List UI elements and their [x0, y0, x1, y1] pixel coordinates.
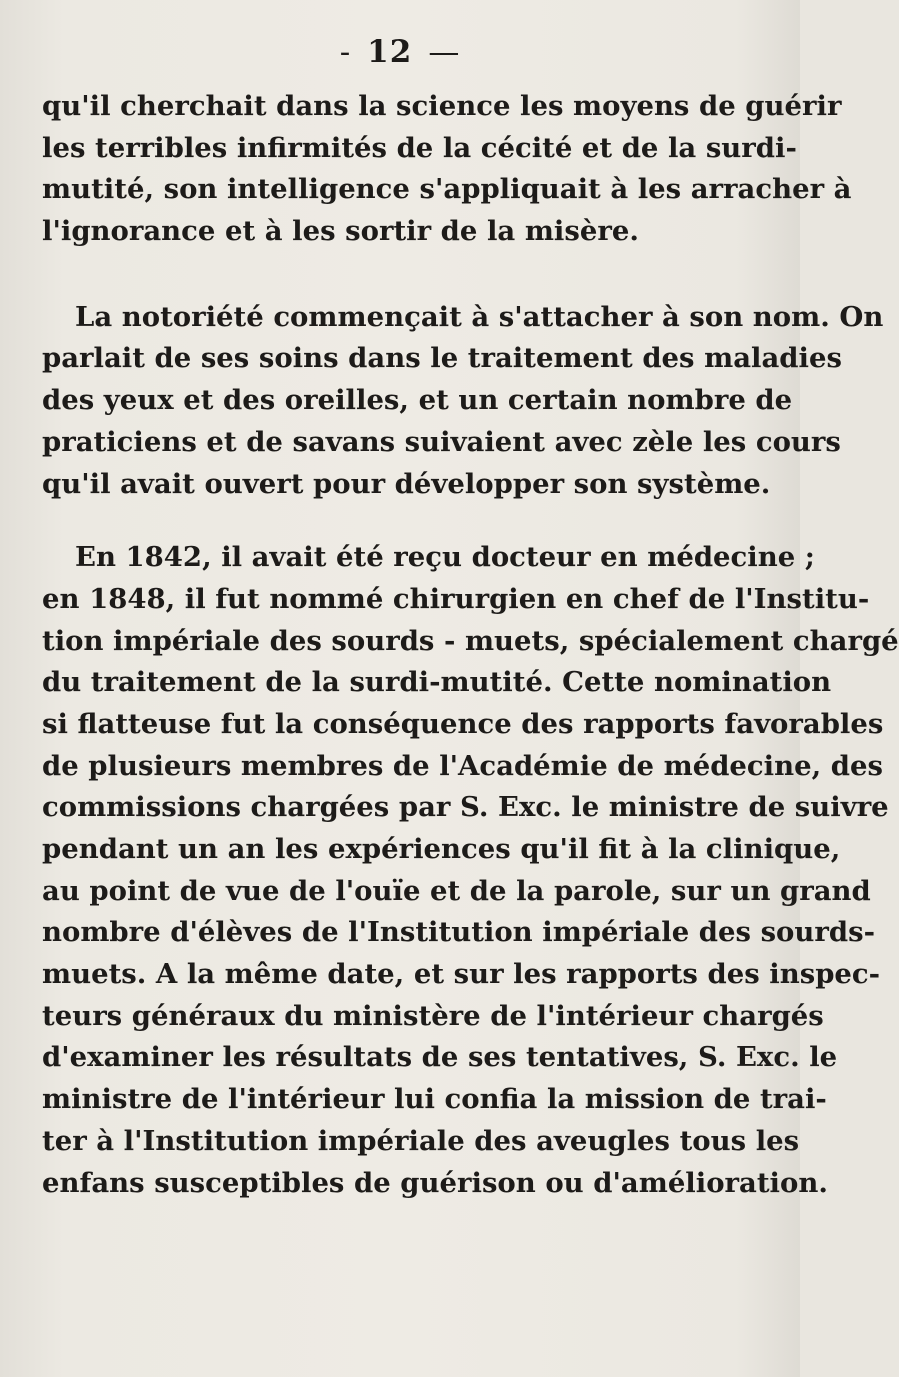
text-line: En 1842, il avait été reçu docteur en médecine ;: [75, 541, 815, 574]
text-line: les terribles infirmités de la cécité et de la surdi-: [42, 131, 797, 164]
folio-dash-left: -: [339, 34, 352, 70]
text-line: au point de vue de l'ouïe et de la parole, sur un grand: [42, 874, 871, 907]
paragraph: [42, 297, 884, 505]
body-text: [42, 86, 899, 1204]
page-number-header: [0, 34, 800, 70]
text-line: praticiens et de savans suivaient avec zèle les cours: [42, 425, 841, 458]
folio-dash-right: —: [428, 34, 461, 70]
text-line: ministre de l'intérieur lui confia la mission de trai-: [42, 1083, 827, 1116]
paragraph: [42, 537, 899, 1204]
text-line: de plusieurs membres de l'Académie de médecine, des: [42, 749, 883, 782]
text-line: si flatteuse fut la conséquence des rapports favorables: [42, 707, 884, 740]
text-line: qu'il cherchait dans la science les moyens de guérir: [42, 90, 842, 122]
text-line: tion impériale des sourds - muets, spécialement chargé: [42, 624, 899, 657]
page-number: 12: [367, 34, 413, 70]
text-line: en 1848, il fut nommé chirurgien en chef de l'Institu-: [42, 582, 870, 615]
text-line: nombre d'élèves de l'Institution impériale des sourds-: [42, 916, 876, 949]
text-line: muets. A la même date, et sur les rapports des inspec-: [42, 958, 881, 991]
text-line: ter à l'Institution impériale des aveugles tous les: [42, 1124, 800, 1157]
text-line: l'ignorance et à les sortir de la misère.: [42, 215, 639, 248]
text-line: La notoriété commençait à s'attacher à son nom. On: [75, 300, 884, 333]
text-line: du traitement de la surdi-mutité. Cette nomination: [42, 666, 832, 699]
text-line: qu'il avait ouvert pour développer son système.: [42, 467, 771, 500]
text-line: teurs généraux du ministère de l'intérieur chargés: [42, 999, 824, 1032]
text-line: parlait de ses soins dans le traitement des maladies: [42, 342, 842, 375]
text-line: mutité, son intelligence s'appliquait à les arracher à: [42, 173, 852, 206]
text-line: pendant un an les expériences qu'il fit à la clinique,: [42, 833, 841, 865]
text-line: d'examiner les résultats de ses tentatives, S. Exc. le: [42, 1041, 838, 1074]
paragraph: [42, 86, 852, 253]
text-line: des yeux et des oreilles, et un certain nombre de: [42, 384, 793, 417]
text-line: enfans susceptibles de guérison ou d'amélioration.: [42, 1166, 828, 1199]
text-line: commissions chargées par S. Exc. le ministre de suivre: [42, 791, 889, 824]
